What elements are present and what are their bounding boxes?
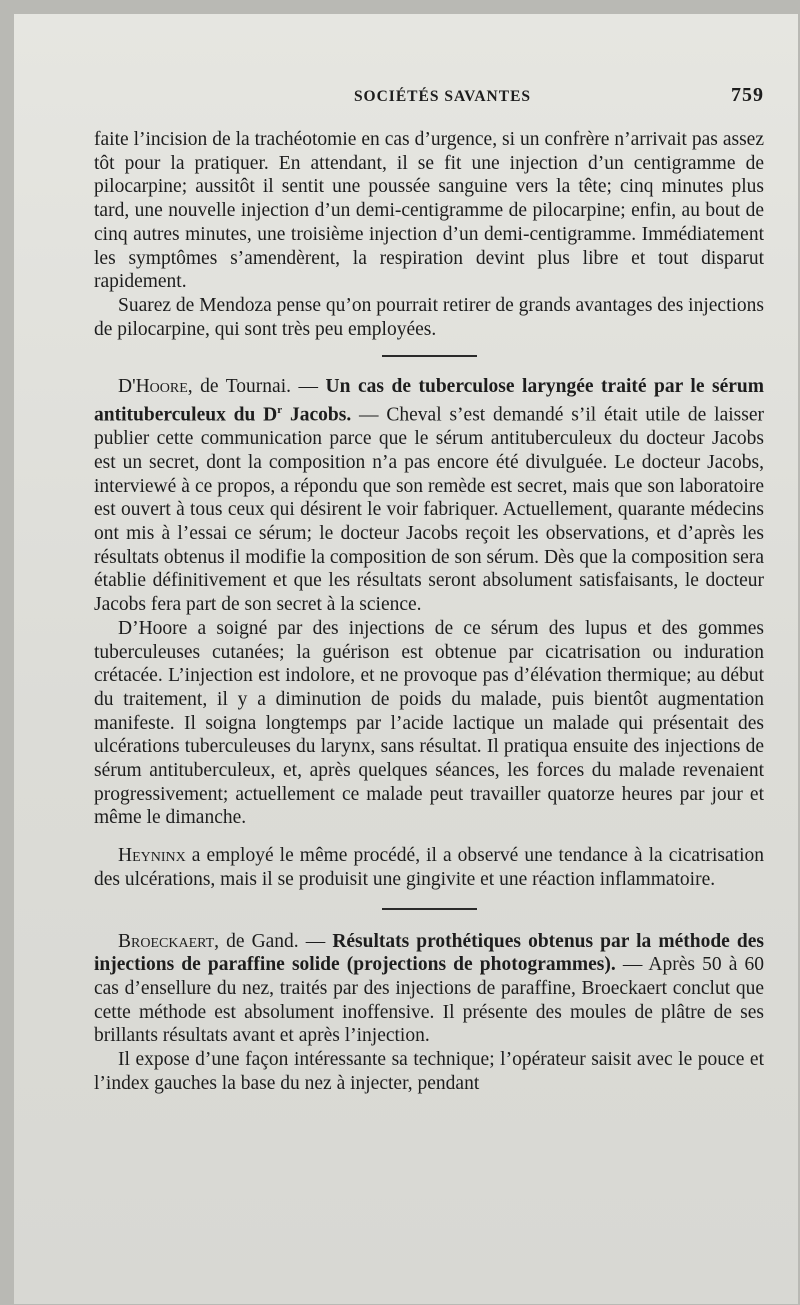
author-heyninx: Heyninx <box>118 845 186 867</box>
section-divider-2 <box>382 908 477 910</box>
section-broeckaert-title: Résultats prothétiques obtenus par la méthode des injections de paraffine solide (projections de photogrammes). <box>94 930 764 976</box>
author-broeckaert-place: , de Gand. — <box>214 930 333 952</box>
title-superscript: r <box>277 404 283 417</box>
paragraph-heyninx-text: a employé le même procédé, il a observé une tendance à la cicatrisation des ulcérations, mais il se produisit une gingivite et une réaction inflammatoire. <box>94 845 764 890</box>
author-dhoore: D'Hoore <box>118 376 188 398</box>
section-broeckaert-body: — Après 50 à 60 cas d’ensellure du nez, traités par des injections de paraffine, Broeckaert conclut que cette méthode est absolument inoffensive. Il présente des moules de plâtre de ses brillants résultats avant et après l’injection. <box>94 954 764 1047</box>
author-broeckaert: Broeckaert <box>118 930 215 952</box>
section-dhoore-body: — Cheval s’est demandé s’il était utile de laisser publier cette communication parce que le sérum antituberculeux du docteur Jacobs est un secret, dont la composition n’a pas encore été divulguée. Le docteur Jacobs, interviewé à ce propos, a répondu que son remède est secret, mais que son laboratoire est ouvert à tous ceux qui désirent le voir fabriquer. Actuellement, quarante médecins ont mis à l’essai ce sérum; le docteur Jacobs reçoit les observations, et d’après les résultats obtenus il modifie la composition de son sérum. Dès que la composition sera établie définitivement et que les résultats seront absolument satisfaisants, le docteur Jacobs fera part de son secret à la science. <box>94 404 764 616</box>
section-dhoore-intro <box>94 375 764 617</box>
paragraph-continuation: faite l’incision de la trachéotomie en cas d’urgence, si un confrère n’arrivait pas assez tôt pour la pratiquer. En attendant, il se fit une injection d’un centigramme de pilocarpine; aussitôt il sentit une poussée sanguine vers la tête; cinq minutes plus tard, une nouvelle injection d’un demi-centigramme de pilocarpine; enfin, au bout de cinq autres minutes, une troisième injection d’un demi-centigramme. Immédiatement les symptômes s’amendèrent, la respiration devint plus libre et tout disparut rapidement. <box>94 129 764 293</box>
section-dhoore-title-b: Jacobs. <box>282 404 352 426</box>
author-dhoore-place: , de Tournai. — <box>187 376 326 398</box>
paragraph-dhoore-treatment: D’Hoore a soigné par des injections de ce sérum des lupus et des gommes tuberculeuses cutanées; la guérison est obtenue par cicatrisation ou induration crétacée. L’injection est indolore, et ne provoque pas d’élévation thermique; au début du traitement, il y a diminution de poids du malade, puis bientôt augmentation manifeste. Il soigna longtemps par l’acide lactique un malade qui présentait des ulcérations tuberculeuses du larynx, sans résultat. Il pratiqua ensuite des injections de sérum antituberculeux, et, après quelques séances, les forces du malade revenaient progressivement; actuellement ce malade peut travailler quatorze heures par jour et même le dimanche. <box>94 617 764 829</box>
page-number: 759 <box>731 84 764 106</box>
text-column <box>94 84 764 1096</box>
page-header <box>94 84 764 114</box>
section-dhoore-title-a: Un cas de tuberculose laryngée traité par le sérum antituberculeux du D <box>94 376 765 426</box>
paragraph-technique: Il expose d’une façon intéressante sa technique; l’opérateur saisit avec le pouce et l’index gauches la base du nez à injecter, pendant <box>94 1049 764 1094</box>
paragraph-heyninx <box>94 844 764 891</box>
paragraph-suarez: Suarez de Mendoza pense qu’on pourrait retirer de grands avantages des injections de pilocarpine, qui sont très peu employées. <box>94 294 764 340</box>
section-divider <box>382 355 477 357</box>
page <box>14 14 798 1304</box>
section-broeckaert-intro <box>94 930 764 1049</box>
running-title: SOCIÉTÉS SAVANTES <box>353 88 532 105</box>
